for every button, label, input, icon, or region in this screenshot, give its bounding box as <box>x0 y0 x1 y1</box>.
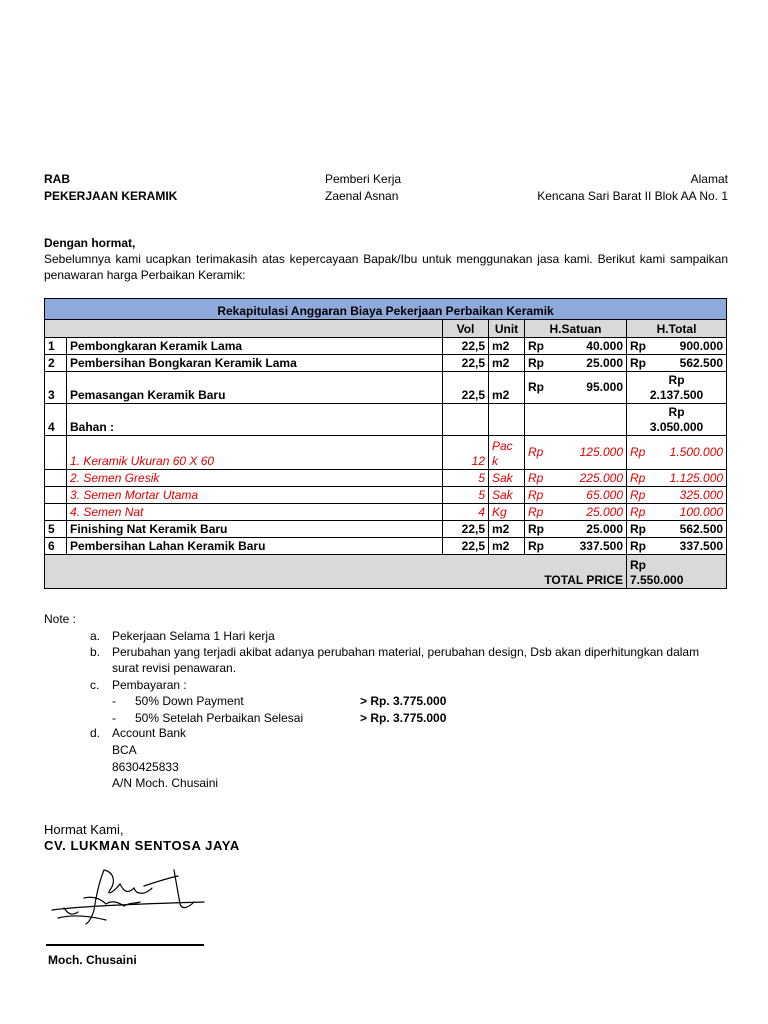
currency-label: Rp <box>630 558 646 572</box>
currency-label: Rp <box>528 380 544 394</box>
table-title: Rekapitulasi Anggaran Biaya Pekerjaan Perbaikan Keramik <box>45 299 727 320</box>
budget-table <box>44 298 727 589</box>
table-row <box>45 404 727 436</box>
col-total: H.Total <box>627 320 727 338</box>
row-unit: m2 <box>489 355 525 372</box>
address-label: Alamat <box>690 172 728 186</box>
material-row <box>45 470 727 487</box>
material-item: 4. Semen Nat <box>67 504 443 521</box>
material-vol: 5 <box>443 487 489 504</box>
material-item: 2. Semen Gresik <box>67 470 443 487</box>
currency-label: Rp <box>630 445 646 459</box>
table-header-row <box>45 320 727 338</box>
address-value: Kencana Sari Barat II Blok AA No. 1 <box>537 189 728 203</box>
bullet-dash: - <box>112 694 116 708</box>
table-row <box>45 521 727 538</box>
row-unit: m2 <box>489 521 525 538</box>
material-vol: 12 <box>443 436 489 470</box>
currency-label: Rp <box>668 373 685 387</box>
material-row <box>45 487 727 504</box>
row-item: Bahan : <box>67 404 443 436</box>
currency-label: Rp <box>528 471 544 485</box>
row-unit-price: Rp 95.000 <box>525 372 627 404</box>
material-total: Rp 1.125.000 <box>627 470 727 487</box>
total-value: Rp 7.550.000 <box>627 555 727 589</box>
row-total: Rp 3.050.000 <box>627 404 727 436</box>
bank-name: BCA <box>112 743 137 757</box>
col-unit: Unit <box>489 320 525 338</box>
row-item: Pemasangan Keramik Baru <box>67 372 443 404</box>
table-row <box>45 355 727 372</box>
currency-label: Rp <box>528 356 544 370</box>
note-b: Perubahan yang terjadi akibat adanya perubahan material, perubahan design, Dsb akan diperhitungkan dalam surat revisi penawaran. <box>112 645 700 675</box>
note-label: Note : <box>44 612 77 626</box>
row-total: Rp 562.500 <box>627 355 727 372</box>
currency-label: Rp <box>528 505 544 519</box>
currency-label: Rp <box>630 522 646 536</box>
payment-2-value: > Rp. 3.775.000 <box>360 711 447 725</box>
regards: Hormat Kami, <box>44 822 124 837</box>
row-total: Rp 337.500 <box>627 538 727 555</box>
material-item: 3. Semen Mortar Utama <box>67 487 443 504</box>
table-title-row <box>45 299 727 320</box>
row-item: Pembersihan Lahan Keramik Baru <box>67 538 443 555</box>
material-price: Rp 225.000 <box>525 470 627 487</box>
material-price: Rp 65.000 <box>525 487 627 504</box>
work-title: PEKERJAAN KERAMIK <box>44 189 178 203</box>
note-marker: a. <box>90 629 101 643</box>
note-d: Account Bank <box>112 726 187 740</box>
material-price: Rp 25.000 <box>525 504 627 521</box>
material-row <box>45 436 727 470</box>
row-vol: 22,5 <box>443 355 489 372</box>
row-unit-price: Rp 337.500 <box>525 538 627 555</box>
account-holder: A/N Moch. Chusaini <box>112 776 219 790</box>
material-unit: Sak <box>489 470 525 487</box>
currency-label: Rp <box>668 405 685 419</box>
row-total: Rp 562.500 <box>627 521 727 538</box>
doc-type-label: RAB <box>44 172 70 186</box>
material-unit: Sak <box>489 487 525 504</box>
row-number: 6 <box>45 538 67 555</box>
row-unit-price: Rp 25.000 <box>525 521 627 538</box>
row-unit: m2 <box>489 538 525 555</box>
material-unit: Pac k <box>489 436 525 470</box>
currency-label: Rp <box>630 471 646 485</box>
row-item: Pembersihan Bongkaran Keramik Lama <box>67 355 443 372</box>
bullet-dash: - <box>112 711 116 725</box>
material-vol: 4 <box>443 504 489 521</box>
row-number: 2 <box>45 355 67 372</box>
row-vol: 22,5 <box>443 538 489 555</box>
table-row <box>45 372 727 404</box>
intro-paragraph: Sebelumnya kami ucapkan terimakasih atas kepercayaan Bapak/Ibu untuk menggunakan jasa kami. Berikut kami sampaikan penawaran harga Perbaikan Keramik: <box>44 252 728 282</box>
currency-label: Rp <box>630 356 646 370</box>
material-total: Rp 1.500.000 <box>627 436 727 470</box>
material-item: 1. Keramik Ukuran 60 X 60 <box>67 436 443 470</box>
currency-label: Rp <box>528 488 544 502</box>
row-unit-price: Rp 25.000 <box>525 355 627 372</box>
payment-2-label: 50% Setelah Perbaikan Selesai <box>135 711 304 725</box>
row-number: 5 <box>45 521 67 538</box>
currency-label: Rp <box>630 339 646 353</box>
material-vol: 5 <box>443 470 489 487</box>
material-row <box>45 504 727 521</box>
currency-label: Rp <box>630 488 646 502</box>
row-unit: m2 <box>489 338 525 355</box>
note-marker: c. <box>90 678 100 692</box>
total-label: TOTAL PRICE <box>45 555 627 589</box>
table-row <box>45 538 727 555</box>
row-total: Rp 2.137.500 <box>627 372 727 404</box>
material-price: Rp 125.000 <box>525 436 627 470</box>
row-number: 3 <box>45 372 67 404</box>
row-item: Pembongkaran Keramik Lama <box>67 338 443 355</box>
material-total: Rp 325.000 <box>627 487 727 504</box>
row-vol: 22,5 <box>443 521 489 538</box>
currency-label: Rp <box>630 539 646 553</box>
currency-label: Rp <box>528 339 544 353</box>
material-total: Rp 100.000 <box>627 504 727 521</box>
row-vol: 22,5 <box>443 372 489 404</box>
currency-label: Rp <box>528 539 544 553</box>
row-unit: m2 <box>489 372 525 404</box>
client-name: Zaenal Asnan <box>325 189 399 203</box>
signature-line <box>46 944 204 946</box>
currency-label: Rp <box>630 505 646 519</box>
col-vol: Vol <box>443 320 489 338</box>
material-unit: Kg <box>489 504 525 521</box>
currency-label: Rp <box>528 522 544 536</box>
note-c: Pembayaran : <box>112 678 187 692</box>
total-row <box>45 555 727 589</box>
row-item: Finishing Nat Keramik Baru <box>67 521 443 538</box>
payment-1-value: > Rp. 3.775.000 <box>360 694 447 708</box>
note-marker: b. <box>90 645 101 659</box>
row-number: 1 <box>45 338 67 355</box>
account-number: 8630425833 <box>112 760 179 774</box>
note-marker: d. <box>90 726 101 740</box>
greeting: Dengan hormat, <box>44 236 136 250</box>
client-label: Pemberi Kerja <box>325 172 402 186</box>
signature-image <box>44 862 214 942</box>
row-total: Rp 900.000 <box>627 338 727 355</box>
row-unit-price: Rp 40.000 <box>525 338 627 355</box>
col-unit-price: H.Satuan <box>525 320 627 338</box>
currency-label: Rp <box>528 445 544 459</box>
row-number: 4 <box>45 404 67 436</box>
table-row <box>45 338 727 355</box>
row-vol: 22,5 <box>443 338 489 355</box>
company-name: CV. LUKMAN SENTOSA JAYA <box>44 838 240 853</box>
signer-name: Moch. Chusaini <box>48 953 137 967</box>
payment-1-label: 50% Down Payment <box>135 694 244 708</box>
note-a: Pekerjaan Selama 1 Hari kerja <box>112 629 275 643</box>
